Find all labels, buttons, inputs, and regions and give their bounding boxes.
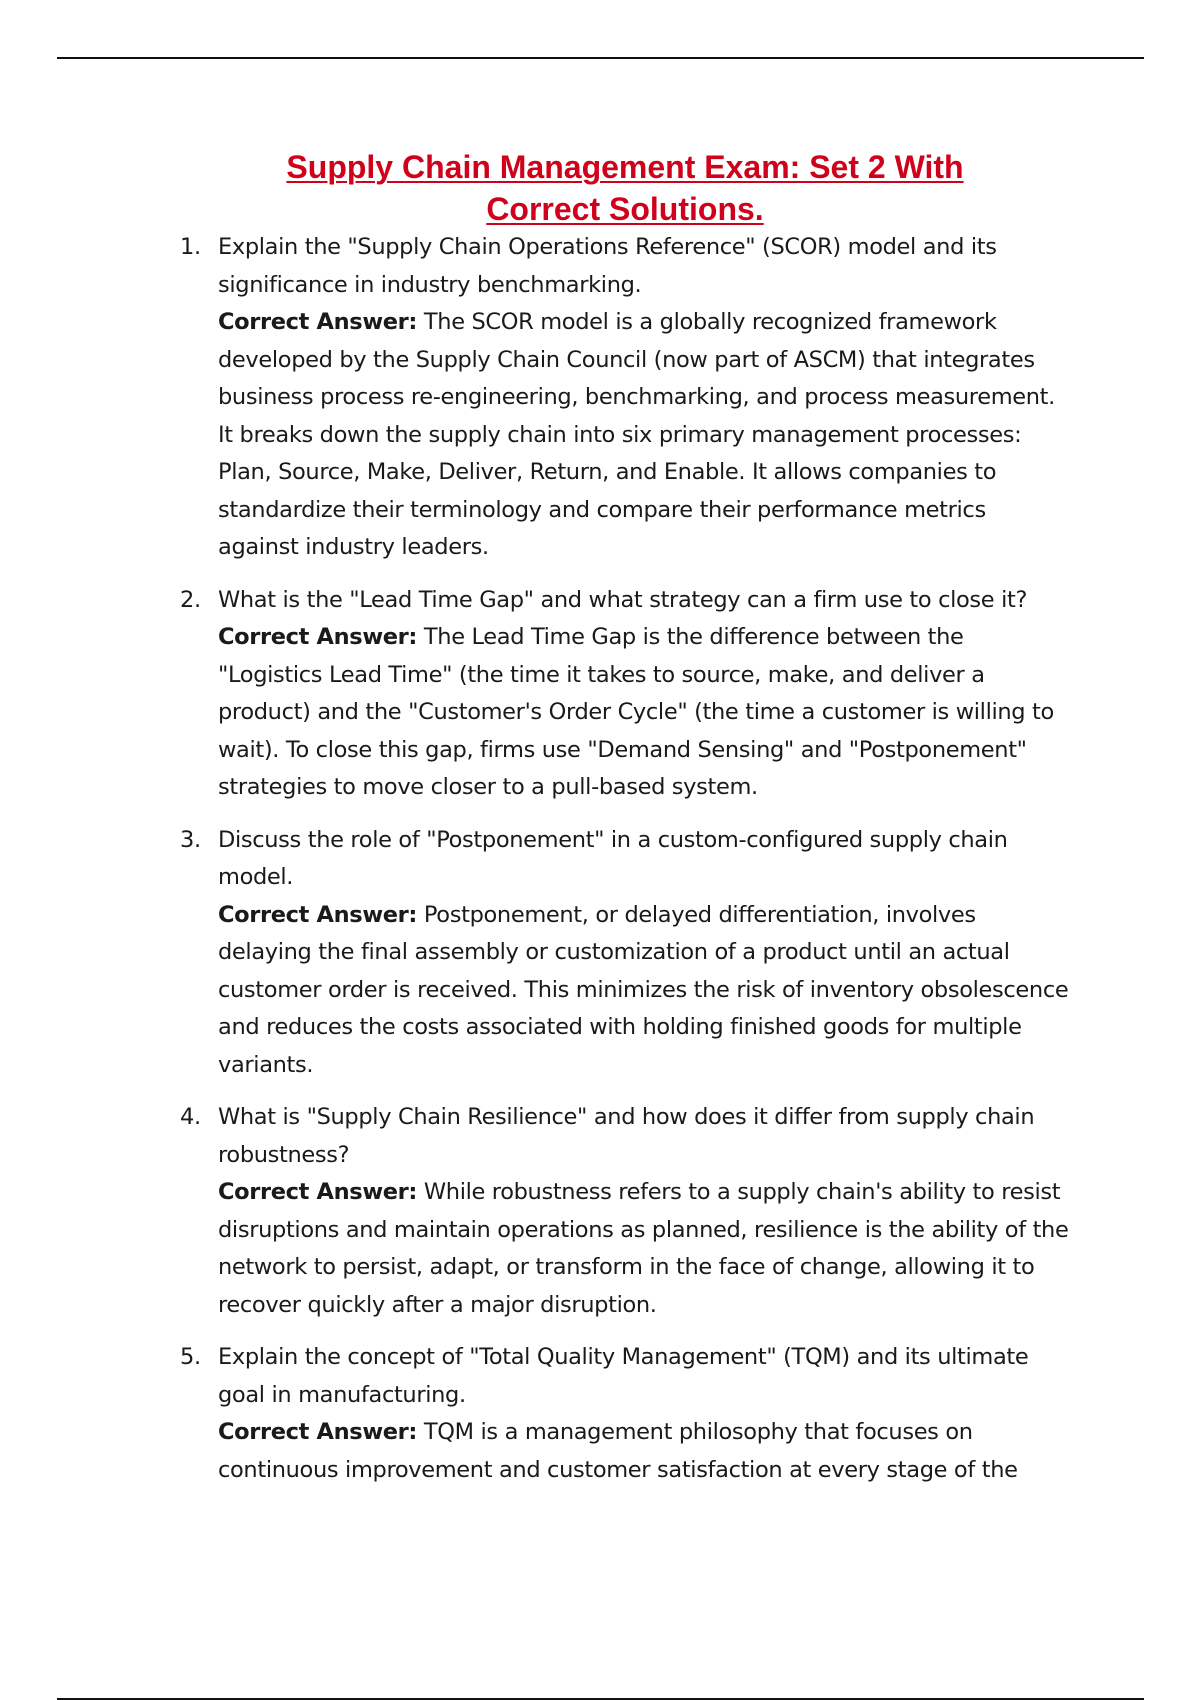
- answer-block: [218, 304, 1070, 567]
- title-line-2: Correct Solutions.: [486, 191, 764, 227]
- top-divider: [57, 57, 1144, 59]
- question-number: 3.: [180, 826, 201, 853]
- question-text: Explain the "Supply Chain Operations Reference" (SCOR) model and its significance in industry benchmarking.: [218, 234, 997, 298]
- answer-text: The SCOR model is a globally recognized framework developed by the Supply Chain Council (now part of ASCM) that integrates business process re-engineering, benchmarking, and process measurement. It breaks down the supply chain into six primary management processes: Plan, Source, Make, Deliver, Return, and Enable. It allows companies to standardize their terminology and compare their performance metrics against industry leaders.: [218, 309, 1055, 560]
- answer-block: [218, 1174, 1070, 1324]
- answer-label: Correct Answer:: [218, 901, 418, 928]
- document-title: [230, 146, 1020, 230]
- question-item-2: [170, 582, 1070, 807]
- answer-text: Postponement, or delayed differentiation, involves delaying the final assembly or customization of a product until an actual customer order is received. This minimizes the risk of inventory obsolescence and reduces the costs associated with holding finished goods for multiple variants.: [218, 901, 1069, 1078]
- question-number: 2.: [180, 586, 201, 613]
- answer-block: [218, 1414, 1070, 1489]
- answer-text: TQM is a management philosophy that focuses on continuous improvement and customer satisfaction at every stage of the: [218, 1419, 1018, 1483]
- question-number: 4.: [180, 1104, 201, 1130]
- question-item-4: [170, 1099, 1070, 1324]
- answer-text: The Lead Time Gap is the difference between the "Logistics Lead Time" (the time it takes to source, make, and deliver a product) and the "Customer's Order Cycle" (the time a customer is willing to wait). To close this gap, firms use "Demand Sensing" and "Postponement" strategies to move closer to a pull-based system.: [218, 624, 1054, 800]
- question-item-1: [170, 229, 1070, 567]
- answer-label: Correct Answer:: [218, 1179, 418, 1205]
- question-list: [170, 229, 1070, 1504]
- question-text: Discuss the role of "Postponement" in a custom-configured supply chain model.: [218, 826, 1008, 890]
- question-number: 5.: [180, 1344, 201, 1370]
- answer-label: Correct Answer:: [218, 1419, 418, 1445]
- question-number: 1.: [180, 234, 201, 260]
- question-item-3: [170, 822, 1070, 1085]
- question-text: Explain the concept of "Total Quality Management" (TQM) and its ultimate goal in manufacturing.: [218, 1344, 1029, 1408]
- answer-text: While robustness refers to a supply chain's ability to resist disruptions and maintain operations as planned, resilience is the ability of the network to persist, adapt, or transform in the face of change, allowing it to recover quickly after a major disruption.: [218, 1179, 1069, 1318]
- answer-block: [218, 897, 1070, 1085]
- title-line-1: Supply Chain Management Exam: Set 2 With: [286, 149, 964, 185]
- question-text: What is "Supply Chain Resilience" and how does it differ from supply chain robustness?: [218, 1104, 1035, 1168]
- answer-label: Correct Answer:: [218, 309, 418, 335]
- answer-block: [218, 619, 1070, 807]
- answer-label: Correct Answer:: [218, 624, 418, 650]
- question-item-5: [170, 1339, 1070, 1489]
- question-text: What is the "Lead Time Gap" and what strategy can a firm use to close it?: [218, 586, 1028, 613]
